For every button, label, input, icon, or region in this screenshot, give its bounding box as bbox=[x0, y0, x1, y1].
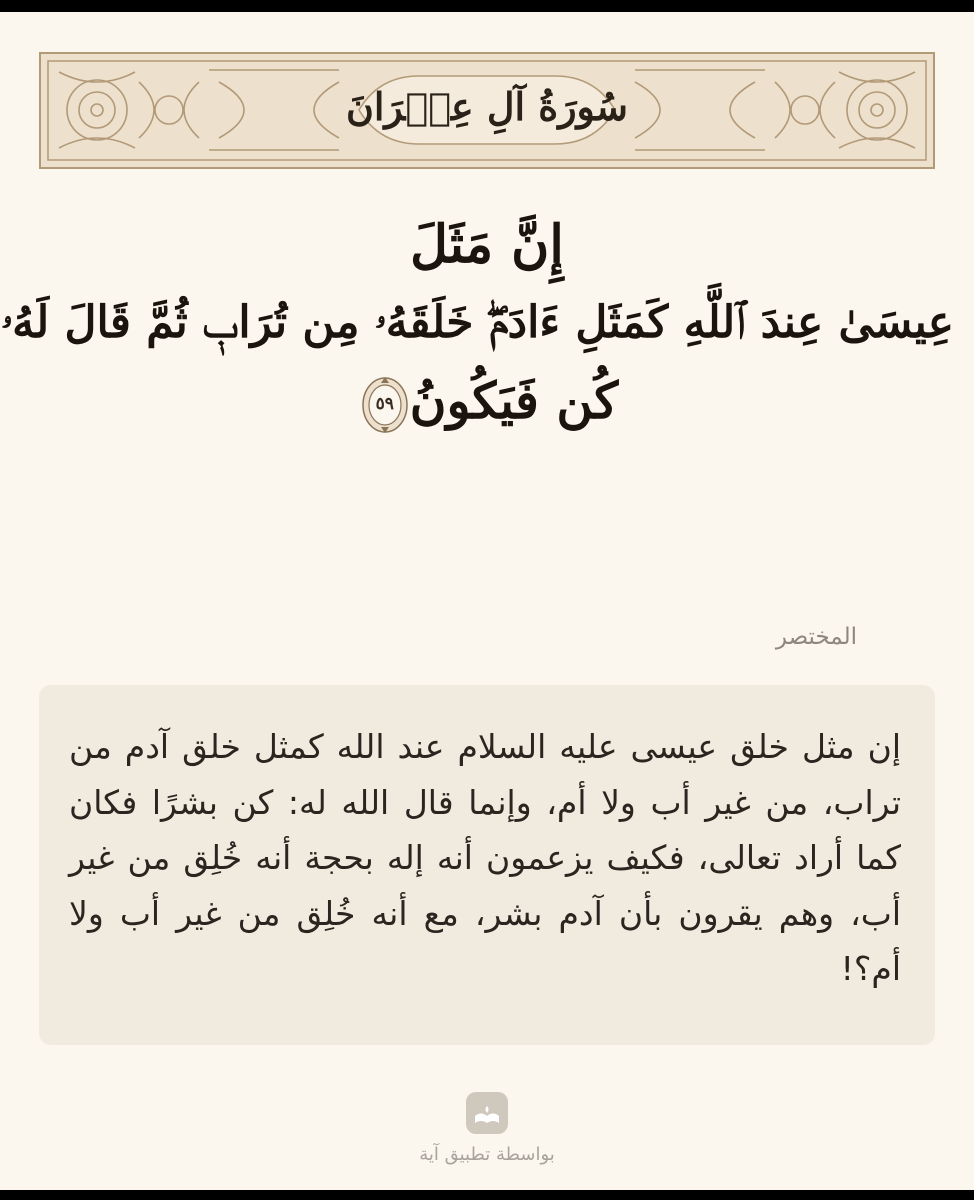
tafsir-text: إن مثل خلق عيسى عليه السلام عند الله كمثل خلق آدم من تراب، من غير أب ولا أم، وإنما قال الله له: كن بشرًا فكان كما أراد تعالى، فكيف يزعمون أنه إله بحجة أنه خُلِق من غير أب، وهم يقرون بأن آدم بشر، مع أنه خُلِق من غير أب ولا أم؟! bbox=[69, 727, 901, 988]
book-glyph-icon bbox=[466, 1092, 508, 1134]
surah-title: سُورَةُ آلِ عِمۡرَانَ bbox=[345, 84, 629, 129]
verse-text bbox=[1, 212, 954, 446]
tafsir-card bbox=[39, 685, 935, 1045]
verse-line-3-text: كُن فَيَكُونُ bbox=[409, 371, 619, 430]
ayah-number: ٥٩ bbox=[375, 394, 394, 414]
surah-header-banner bbox=[39, 52, 935, 169]
verse-line-3 bbox=[20, 368, 954, 446]
verse-line-2: عِيسَىٰ عِندَ ٱللَّهِ كَمَثَلِ ءَادَمَۖ خَلَقَهُۥ مِن تُرَابٖ ثُمَّ قَالَ لَهُۥ bbox=[1, 297, 954, 348]
quran-book-icon[interactable] bbox=[466, 1092, 508, 1134]
screenshot-page bbox=[0, 12, 974, 1190]
ayah-number-marker bbox=[360, 375, 410, 435]
app-credit[interactable]: بواسطة تطبيق آية bbox=[419, 1144, 555, 1165]
tafsir-source-label[interactable]: المختصر bbox=[775, 624, 857, 650]
verse-line-1: إِنَّ مَثَلَ bbox=[410, 214, 564, 275]
